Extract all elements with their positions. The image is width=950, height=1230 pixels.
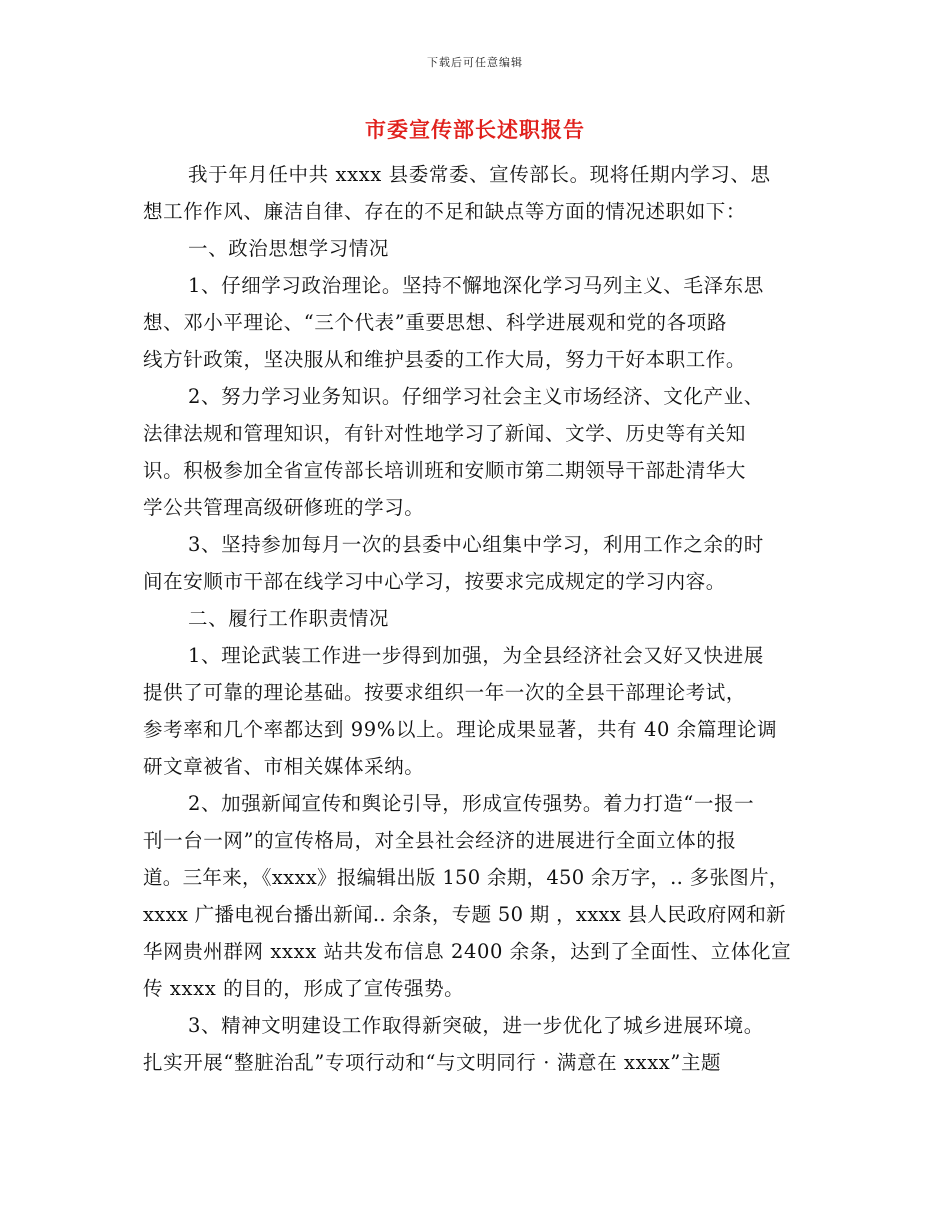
paragraph-line: 道。三年来，《xxxx》报编辑出版 150 余期，450 余万字，.. 多张图片， <box>143 866 789 889</box>
paragraph-line: 2、努力学习业务知识。仔细学习社会主义市场经济、文化产业、 <box>188 385 764 408</box>
paragraph-line: 学公共管理高级研修班的学习。 <box>143 496 425 519</box>
paragraph-line: 识。积极参加全省宣传部长培训班和安顺市第二期领导干部赴清华大 <box>143 459 747 482</box>
paragraph-line: 想、邓小平理论、“三个代表”重要思想、科学进展观和党的各项路 <box>143 311 727 334</box>
paragraph-line: 线方针政策，坚决服从和维护县委的工作大局，努力干好本职工作。 <box>143 348 747 371</box>
paragraph-line: 3、精神文明建设工作取得新突破，进一步优化了城乡进展环境。 <box>188 1014 764 1037</box>
paragraph-line: 法律法规和管理知识，有针对性地学习了新闻、文学、历史等有关知 <box>143 422 747 445</box>
section-heading: 二、履行工作职责情况 <box>188 607 390 630</box>
paragraph-line: 1、仔细学习政治理论。坚持不懈地深化学习马列主义、毛泽东思 <box>188 274 764 297</box>
paragraph-line: xxxx 广播电视台播出新闻.. 余条，专题 50 期 ，xxxx 县人民政府网和新 <box>143 903 786 926</box>
header-note: 下载后可任意编辑 <box>427 56 523 69</box>
paragraph-line: 参考率和几个率都达到 99%以上。理论成果显著，共有 40 余篇理论调 <box>143 718 778 741</box>
paragraph-line: 研文章被省、市相关媒体采纳。 <box>143 755 425 778</box>
paragraph-line: 3、坚持参加每月一次的县委中心组集中学习，利用工作之余的时 <box>188 533 764 556</box>
paragraph-line: 我于年月任中共 xxxx 县委常委、宣传部长。现将任期内学习、思 <box>188 163 771 186</box>
paragraph-line: 1、理论武装工作进一步得到加强，为全县经济社会又好又快进展 <box>188 644 764 667</box>
document-body <box>143 156 815 1081</box>
paragraph-line: 传 xxxx 的目的，形成了宣传强势。 <box>143 977 465 1000</box>
paragraph-line: 扎实开展“整脏治乱”专项行动和“与文明同行 · 满意在 xxxx”主题 <box>143 1051 722 1074</box>
paragraph-line: 2、加强新闻宣传和舆论引导，形成宣传强势。着力打造“一报一 <box>188 792 755 815</box>
paragraph-line: 想工作作风、廉洁自律、存在的不足和缺点等方面的情况述职如下： <box>143 200 747 223</box>
section-heading: 一、政治思想学习情况 <box>188 237 390 260</box>
paragraph-line: 刊一台一网”的宣传格局，对全县社会经济的进展进行全面立体的报 <box>143 829 737 852</box>
paragraph-line: 间在安顺市干部在线学习中心学习，按要求完成规定的学习内容。 <box>143 570 726 593</box>
paragraph-line: 华网贵州群网 xxxx 站共发布信息 2400 余条，达到了全面性、立体化宣 <box>143 940 792 963</box>
paragraph-line: 提供了可靠的理论基础。按要求组织一年一次的全县干部理论考试， <box>143 681 747 704</box>
document-title: 市委宣传部长述职报告 <box>365 117 585 142</box>
